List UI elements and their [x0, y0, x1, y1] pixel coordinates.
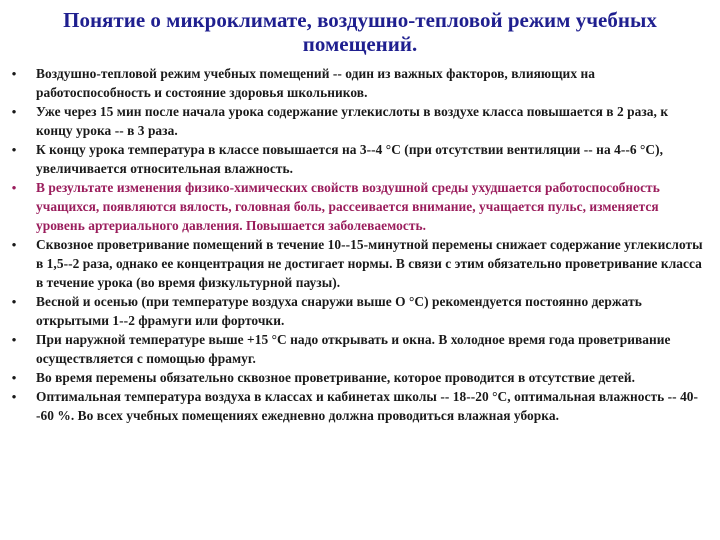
bullet-marker: •: [11, 389, 17, 404]
slide-title-line: Понятие о микроклимате, воздушно-тепловой режим учебных: [63, 8, 657, 32]
bullet-text: Оптимальная температура воздуха в классах и кабинетах школы -- 18--20 °С, оптимальная влажность -- 40--60 %. Во всех учебных помещениях ежедневно должна проводиться влажная уборка.: [36, 389, 699, 423]
bullet-list: [8, 64, 708, 425]
bullet-item: [8, 102, 708, 140]
bullet-text: Уже через 15 мин после начала урока содержание углекислоты в воздухе класса повышается в 2 раза, к концу урока -- в 3 раза.: [36, 104, 669, 138]
bullet-marker: •: [11, 370, 17, 385]
bullet-item: [8, 330, 708, 368]
bullet-item: [8, 64, 708, 102]
bullet-marker: •: [11, 180, 17, 195]
bullet-marker: •: [11, 66, 17, 81]
bullet-text: Воздушно-тепловой режим учебных помещений -- один из важных факторов, влияющих на работоспособность и состояние здоровья школьников.: [36, 66, 595, 100]
slide-title-line: помещений.: [302, 32, 418, 56]
bullet-item: [8, 292, 708, 330]
bullet-item: [8, 368, 708, 387]
bullet-item-accent: [8, 178, 708, 235]
bullet-marker: •: [11, 294, 17, 309]
bullet-text: Сквозное проветривание помещений в течение 10--15-минутной перемены снижает содержание углекислоты в 1,5--2 раза, однако ее концентрация не достигает нормы. В связи с этим обязательно проветривание класса в течение урока (во время физкультурной паузы).: [36, 237, 703, 290]
bullet-marker: •: [11, 104, 17, 119]
bullet-text: Во время перемены обязательно сквозное проветривание, которое проводится в отсутствие детей.: [36, 370, 636, 385]
bullet-marker: •: [11, 237, 17, 252]
bullet-text: При наружной температуре выше +15 °С надо открывать и окна. В холодное время года проветривание осуществляется с помощью фрамуг.: [36, 332, 671, 366]
bullet-item: [8, 387, 708, 425]
bullet-text: К концу урока температура в классе повышается на 3--4 °С (при отсутствии вентиляции -- на 4--6 °С), увеличивается относительная влажность.: [36, 142, 664, 176]
bullet-text: В результате изменения физико-химических свойств воздушной среды ухудшается работоспособность учащихся, появляются вялость, головная боль, рассеивается внимание, учащается пульс, изменяется уровень артериального давления. Повышается заболеваемость.: [36, 180, 660, 233]
bullet-item: [8, 235, 708, 292]
bullet-marker: •: [11, 142, 17, 157]
bullet-item: [8, 140, 708, 178]
slide-title: [0, 8, 720, 56]
bullet-text: Весной и осенью (при температуре воздуха снаружи выше О °С) рекомендуется постоянно держать открытыми 1--2 фрамуги или форточки.: [36, 294, 642, 328]
bullet-marker: •: [11, 332, 17, 347]
